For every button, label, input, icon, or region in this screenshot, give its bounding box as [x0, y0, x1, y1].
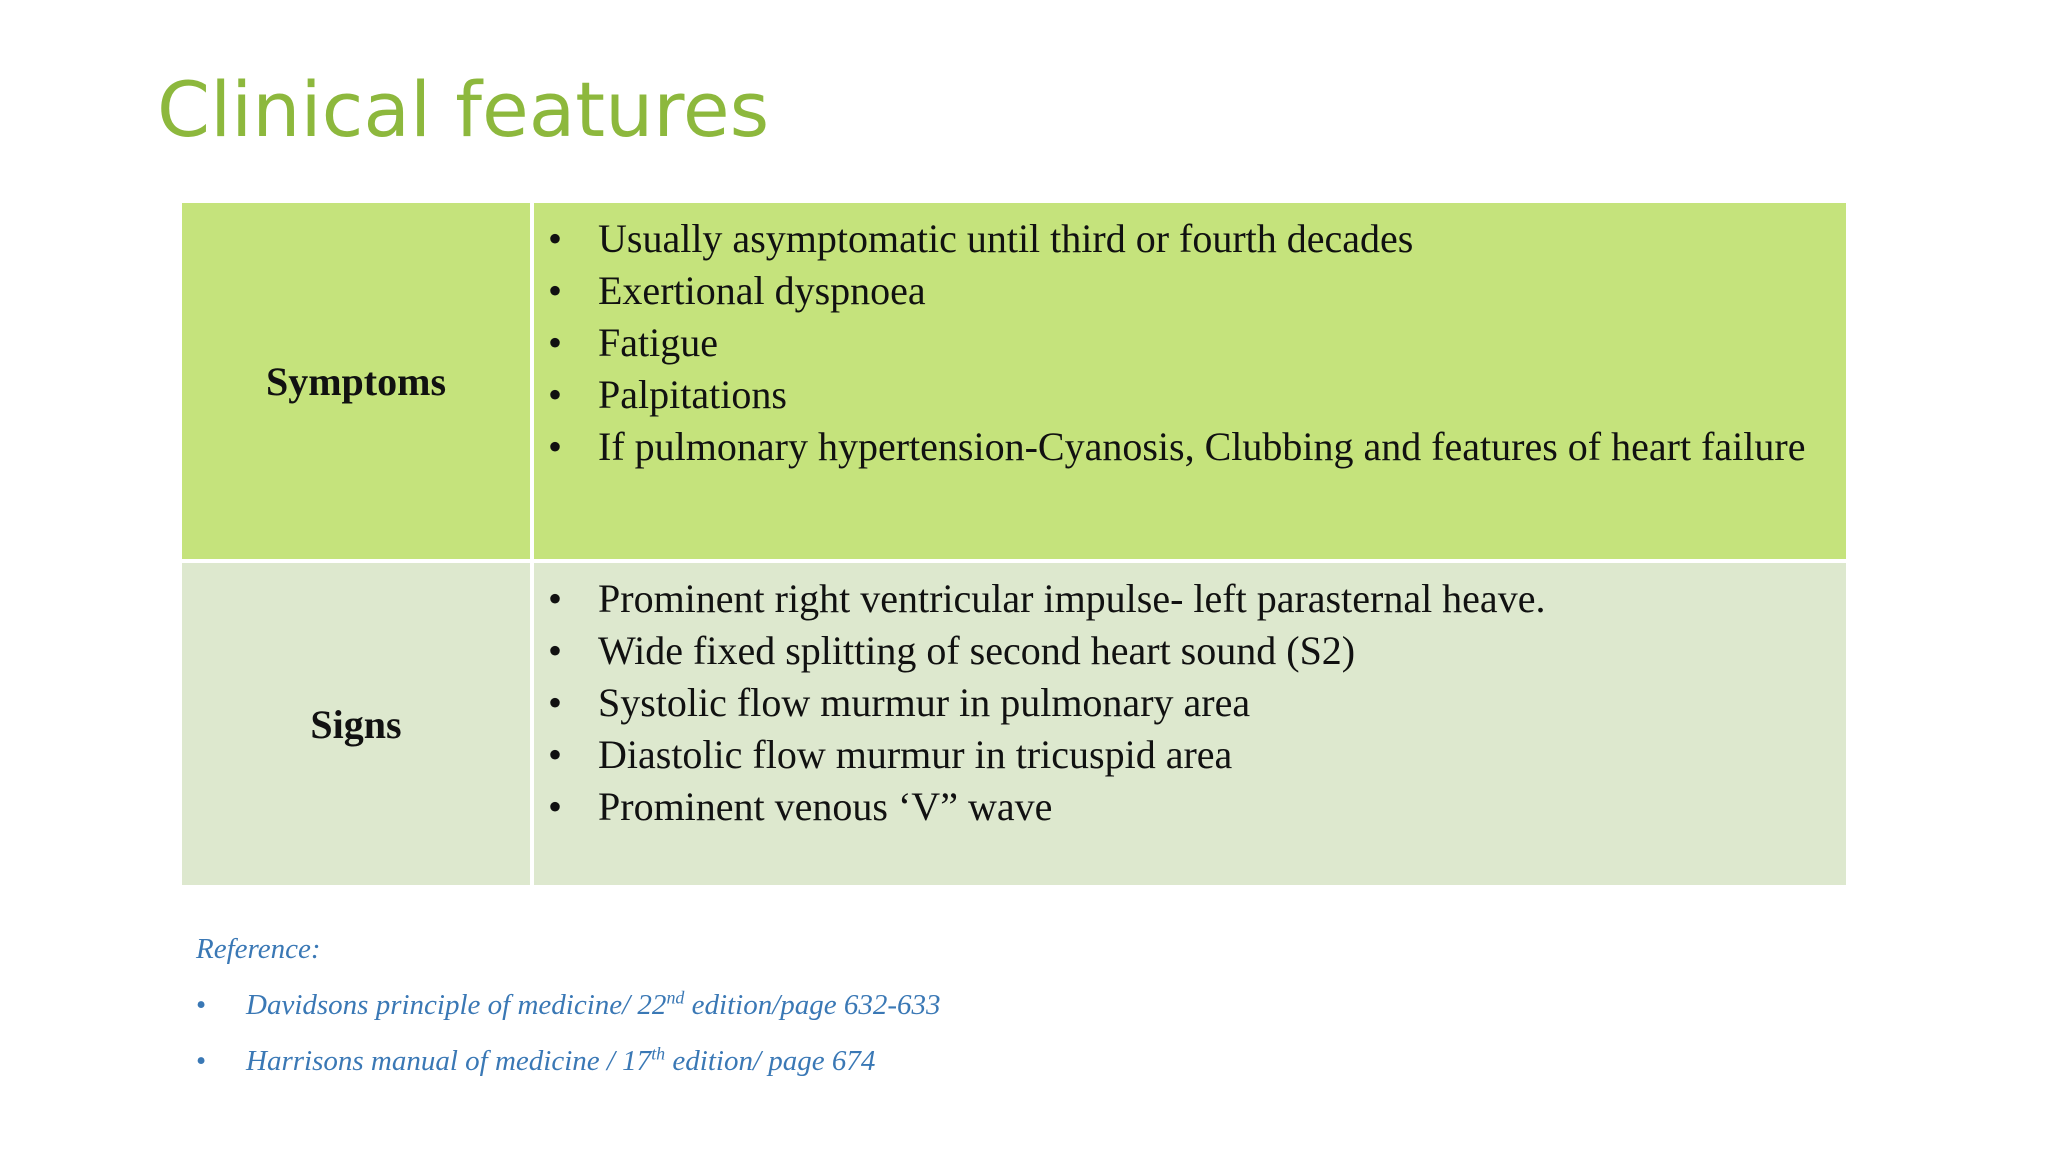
bullet-icon: • [196, 989, 207, 1021]
list-item [548, 421, 1806, 473]
clinical-features-table [178, 199, 1850, 889]
list-item-text: Usually asymptomatic until third or fourth decades [598, 216, 1414, 261]
list-item [548, 573, 1806, 625]
bullet-icon: • [548, 628, 563, 673]
reference-text-end: edition/ page 674 [665, 1045, 876, 1077]
signs-cell [532, 561, 1848, 887]
list-item-text: Diastolic flow murmur in tricuspid area [598, 732, 1233, 777]
references-list [196, 986, 941, 1080]
list-item [548, 213, 1806, 265]
list-item [548, 317, 1806, 369]
signs-list [534, 563, 1846, 833]
symptoms-cell [532, 201, 1848, 561]
list-item [548, 265, 1806, 317]
bullet-icon: • [548, 268, 563, 313]
reference-superscript: th [651, 1043, 666, 1064]
reference-item [196, 1042, 941, 1080]
list-item-text: Wide fixed splitting of second heart sound (S2) [598, 628, 1356, 673]
bullet-icon: • [548, 784, 563, 829]
slide-title: Clinical features [157, 65, 770, 154]
bullet-icon: • [548, 732, 563, 777]
list-item-text: Prominent venous ‘V” wave [598, 784, 1053, 829]
bullet-icon: • [548, 372, 563, 417]
list-item-text: If pulmonary hypertension-Cyanosis, Clubbing and features of heart failure [598, 424, 1806, 469]
list-item-text: Palpitations [598, 372, 787, 417]
list-item [548, 781, 1806, 833]
reference-text-start: Harrisons manual of medicine / 17 [246, 1045, 652, 1077]
list-item [548, 625, 1806, 677]
references-section [196, 930, 941, 1098]
list-item [548, 677, 1806, 729]
list-item-text: Fatigue [598, 320, 718, 365]
list-item-text: Exertional dyspnoea [598, 268, 926, 313]
symptoms-list [534, 203, 1846, 473]
reference-text-start: Davidsons principle of medicine/ 22 [246, 989, 667, 1021]
bullet-icon: • [548, 576, 563, 621]
bullet-icon: • [548, 320, 563, 365]
bullet-icon: • [548, 680, 563, 725]
signs-label: Signs [180, 561, 532, 887]
reference-text-end: edition/page 632-633 [684, 989, 941, 1021]
list-item-text: Systolic flow murmur in pulmonary area [598, 680, 1251, 725]
list-item [548, 729, 1806, 781]
bullet-icon: • [548, 424, 563, 469]
bullet-icon: • [548, 216, 563, 261]
table-row-signs [180, 561, 1848, 887]
list-item [548, 369, 1806, 421]
references-heading: Reference: [196, 933, 321, 965]
list-item-text: Prominent right ventricular impulse- left parasternal heave. [598, 576, 1546, 621]
reference-superscript: nd [666, 987, 685, 1008]
table-row-symptoms [180, 201, 1848, 561]
bullet-icon: • [196, 1045, 207, 1077]
symptoms-label: Symptoms [180, 201, 532, 561]
reference-item [196, 986, 941, 1024]
